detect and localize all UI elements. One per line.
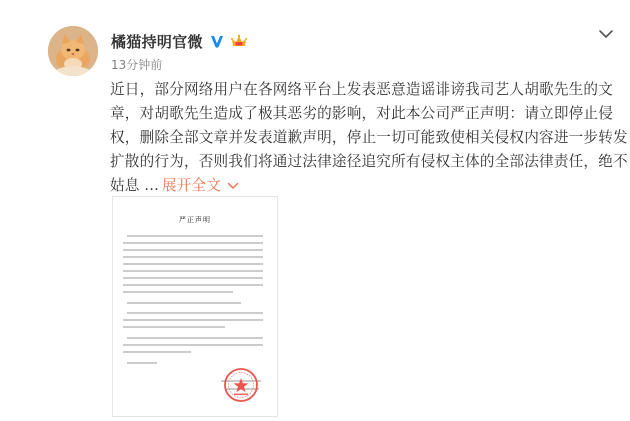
post-text-line: 权，删除全部文章并发表道歉声明，停止一切可能致使相关侵权内容进一步转发 (110, 129, 628, 146)
ellipsis: ... (139, 177, 159, 194)
member-crown-icon[interactable] (229, 33, 249, 49)
expand-chevron-down-icon[interactable] (227, 182, 239, 190)
post-text-last-line (110, 174, 608, 198)
user-name[interactable]: 橘猫持明官微 (111, 32, 203, 51)
attached-statement-image[interactable] (112, 196, 278, 417)
cat-avatar-icon (48, 26, 98, 76)
post-text-line: 章，对胡歌先生造成了极其恶劣的影响，对此本公司严正声明：请立即停止侵 (110, 105, 613, 122)
post-time[interactable]: 13分钟前 (111, 58, 163, 72)
verified-badge-icon[interactable] (209, 33, 225, 49)
post-text-line: 扩散的行为，否则我们将通过法律途径追究所有侵权主体的全部法律责任，绝不 (110, 153, 628, 170)
name-row (111, 30, 249, 52)
statement-title: 严正声明 (179, 216, 211, 224)
post-text-line: 近日，部分网络用户在各网络平台上发表恶意造谣诽谤我司艺人胡歌先生的文 (110, 81, 613, 98)
post-text (110, 78, 628, 198)
more-options-chevron-icon[interactable] (598, 28, 614, 40)
avatar[interactable] (48, 26, 98, 76)
post-text-tail: 姑息 (110, 177, 140, 194)
expand-full-text-link[interactable]: 展开全文 (161, 177, 222, 194)
company-seal-icon (223, 367, 259, 403)
